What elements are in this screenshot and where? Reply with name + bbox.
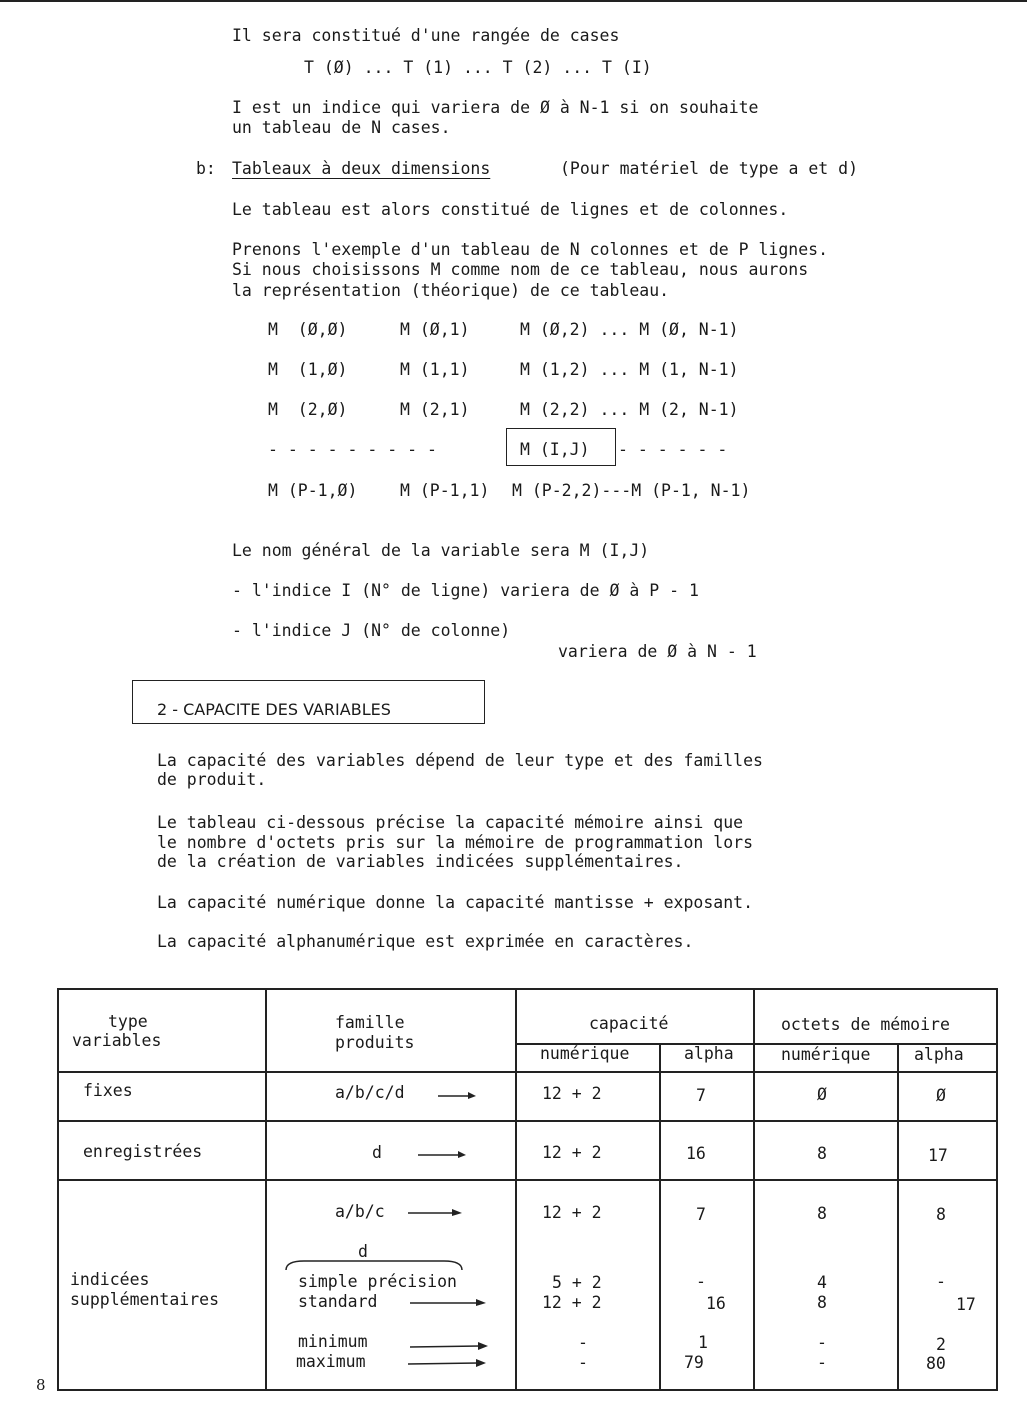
intro-line-4: un tableau de N cases. (232, 118, 451, 137)
table-rule (57, 988, 998, 990)
header-octets: octets de mémoire (781, 1015, 950, 1034)
section-b-title: Tableaux à deux dimensions (232, 159, 491, 178)
table-rule (57, 1120, 998, 1122)
table-rule (515, 988, 517, 1391)
section-b-p2-l3: la représentation (théorique) de ce tableau. (232, 281, 670, 300)
table-rule (57, 988, 59, 1391)
row-sp-family: simple précision (298, 1272, 457, 1291)
matrix-cell: M (1,1) (400, 360, 470, 379)
row-max-oct-num: - (817, 1353, 827, 1372)
section-b-prefix: b: (196, 159, 216, 178)
section-b-p2-l2: Si nous choisissons M comme nom de ce tableau, nous aurons (232, 260, 809, 279)
matrix-dashes-right: - - - - - - (618, 440, 728, 459)
row-abc-oct-alpha: 8 (936, 1205, 946, 1224)
row-enr-cap-num: 12 + 2 (542, 1143, 602, 1162)
matrix-cell: M (P-1,Ø) (268, 481, 358, 500)
header-numeric: numérique (540, 1044, 630, 1063)
arrow-icon (410, 1342, 490, 1352)
row-fixes-oct-alpha: Ø (936, 1086, 946, 1105)
row-fixes-family: a/b/c/d (335, 1083, 405, 1102)
table-rule (659, 1043, 661, 1391)
header-family-l1: famille (335, 1013, 405, 1032)
index-i: - l'indice I (N° de ligne) variera de Ø à P - 1 (232, 581, 699, 600)
row-ind-type-l1: indicées (70, 1270, 150, 1289)
index-j-range: variera de Ø à N - 1 (558, 642, 757, 661)
section-2-p2-l1: Le tableau ci-dessous précise la capacité mémoire ainsi que (157, 813, 744, 832)
header-type-l1: type (108, 1012, 148, 1031)
matrix-cell: M (Ø,2) ... M (Ø, N-1) (520, 320, 739, 339)
row-std-family: standard (298, 1292, 378, 1311)
row-min-oct-num: - (817, 1333, 827, 1352)
row-sp-oct-num: 4 (817, 1273, 827, 1292)
section-b-p1: Le tableau est alors constitué de lignes et de colonnes. (232, 200, 789, 219)
table-rule (57, 1389, 998, 1391)
brace-icon (284, 1258, 466, 1272)
row-fixes-oct-num: Ø (817, 1085, 827, 1104)
row-enr-oct-alpha: 17 (928, 1146, 948, 1165)
row-enr-oct-num: 8 (817, 1144, 827, 1163)
row-abc-cap-num: 12 + 2 (542, 1203, 602, 1222)
section-b-p2-l1: Prenons l'exemple d'un tableau de N colonnes et de P lignes. (232, 240, 829, 259)
matrix-cell: M (2,1) (400, 400, 470, 419)
table-rule (996, 988, 998, 1391)
section-2-p4: La capacité alphanumérique est exprimée en caractères. (157, 932, 694, 951)
table-rule (265, 988, 267, 1391)
row-max-cap-alpha: 79 (684, 1353, 704, 1372)
section-2-p2-l2: le nombre d'octets pris sur la mémoire de programmation lors (157, 833, 754, 852)
row-std-cap-num: 12 + 2 (542, 1293, 602, 1312)
row-abc-oct-num: 8 (817, 1204, 827, 1223)
matrix-cell: M (P-1,1) (400, 481, 490, 500)
row-sp-oct-alpha: - (936, 1272, 946, 1291)
matrix-cell: M (2,2) ... M (2, N-1) (520, 400, 739, 419)
table-rule (57, 1179, 998, 1181)
intro-line-3: I est un indice qui variera de Ø à N-1 si on souhaite (232, 98, 759, 117)
intro-line-1: Il sera constitué d'une rangée de cases (232, 26, 620, 45)
section-2-p3: La capacité numérique donne la capacité mantisse + exposant. (157, 893, 754, 912)
arrow-icon (408, 1208, 464, 1218)
section-2-p1-l2: de produit. (157, 770, 267, 789)
table-rule (753, 988, 755, 1391)
row-sp-cap-alpha: - (696, 1272, 706, 1291)
matrix-dashes-left: - - - - - - - - - (268, 440, 437, 459)
header-type-l2: variables (72, 1031, 162, 1050)
matrix-cell: M (P-2,2)---M (P-1, N-1) (512, 481, 751, 500)
row-max-cap-num: - (578, 1353, 588, 1372)
matrix-cell: M (2,Ø) (268, 400, 348, 419)
matrix-cell: M (1,2) ... M (1, N-1) (520, 360, 739, 379)
row-fixes-cap-num: 12 + 2 (542, 1084, 602, 1103)
index-j: - l'indice J (N° de colonne) (232, 621, 511, 640)
arrow-icon (408, 1358, 488, 1368)
row-min-cap-num: - (578, 1333, 588, 1352)
row-sp-cap-num: 5 + 2 (552, 1273, 602, 1292)
section-2-p2-l3: de la création de variables indicées supplémentaires. (157, 852, 684, 871)
row-std-oct-num: 8 (817, 1293, 827, 1312)
matrix-boxed-cell: M (I,J) (520, 440, 590, 459)
row-ind-type-l2: supplémentaires (70, 1290, 220, 1309)
arrow-icon (418, 1150, 468, 1160)
header-numeric-2: numérique (781, 1045, 871, 1064)
header-capacity: capacité (589, 1014, 669, 1033)
general-name: Le nom général de la variable sera M (I,J) (232, 541, 650, 560)
row-enr-type: enregistrées (83, 1142, 203, 1161)
header-family-l2: produits (335, 1033, 415, 1052)
row-abc-cap-alpha: 7 (696, 1205, 706, 1224)
header-alpha-2: alpha (914, 1045, 964, 1064)
page-number: 8 (36, 1376, 46, 1394)
row-max-oct-alpha: 80 (926, 1354, 946, 1373)
row-std-cap-alpha: 16 (706, 1294, 726, 1313)
row-min-cap-alpha: 1 (698, 1333, 708, 1352)
intro-line-2: T (Ø) ... T (1) ... T (2) ... T (I) (304, 58, 652, 77)
matrix-cell: M (1,Ø) (268, 360, 348, 379)
row-abc-family: a/b/c (335, 1202, 385, 1221)
row-max-family: maximum (296, 1352, 366, 1371)
row-min-family: minimum (298, 1332, 368, 1351)
row-fixes-type: fixes (83, 1081, 133, 1100)
top-rule (0, 0, 1027, 2)
header-alpha: alpha (684, 1044, 734, 1063)
row-min-oct-alpha: 2 (936, 1335, 946, 1354)
matrix-cell: M (Ø,1) (400, 320, 470, 339)
arrow-icon (438, 1090, 478, 1100)
section-2-heading: 2 - CAPACITE DES VARIABLES (157, 700, 391, 719)
row-enr-family: d (372, 1143, 382, 1162)
table-rule (897, 1043, 899, 1391)
row-std-oct-alpha: 17 (956, 1295, 976, 1314)
arrow-icon (410, 1298, 490, 1308)
row-fixes-cap-alpha: 7 (696, 1086, 706, 1105)
section-2-p1-l1: La capacité des variables dépend de leur type et des familles (157, 751, 763, 770)
row-d-label: d (358, 1242, 368, 1261)
table-rule (57, 1071, 998, 1073)
row-enr-cap-alpha: 16 (686, 1144, 706, 1163)
matrix-cell: M (Ø,Ø) (268, 320, 348, 339)
section-b-note: (Pour matériel de type a et d) (560, 159, 859, 178)
